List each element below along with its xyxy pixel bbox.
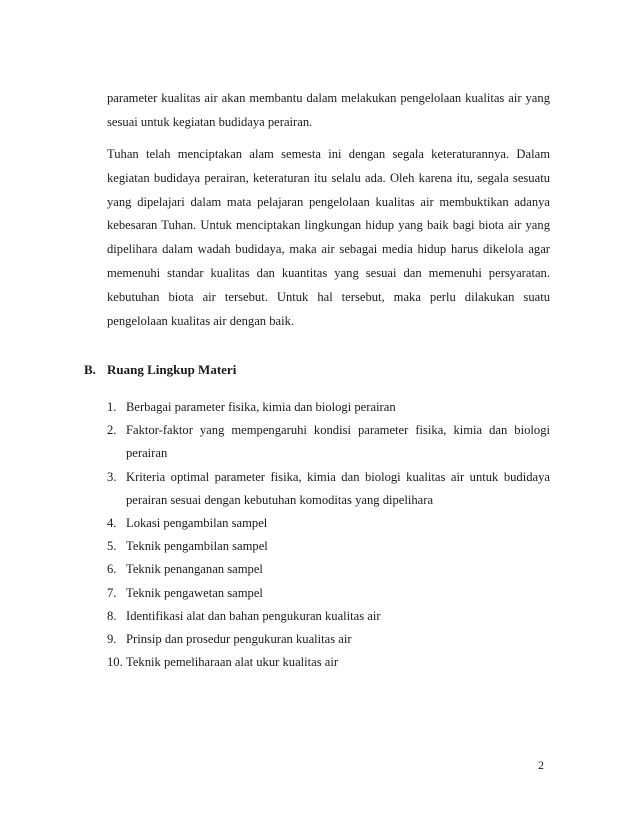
list-item-text: Prinsip dan prosedur pengukuran kualitas air [126,632,352,647]
list-item-text: Teknik pengawetan sampel [126,585,263,600]
list-item-number: 7. [107,585,117,600]
list-item-number: 6. [107,562,117,577]
list-item [107,466,550,512]
paragraph-intro-continuation: parameter kualitas air akan membantu dalam melakukan pengelolaan kualitas air yang sesuai untuk kegiatan budidaya perairan. [107,91,550,129]
list-item [107,628,550,651]
list-item-text: Berbagai parameter fisika, kimia dan biologi perairan [126,400,396,414]
list-item-number: 1. [107,400,117,414]
page-number: 2 [538,758,544,772]
list-item-text: Teknik pengambilan sampel [126,539,268,554]
section-letter: B. [84,362,96,377]
list-item-number: 10. [107,655,123,670]
list-item-number: 5. [107,539,117,554]
list-item-number: 8. [107,608,117,623]
list-item-text: Lokasi pengambilan sampel [126,516,268,531]
list-item-text: Faktor-faktor yang mempengaruhi kondisi parameter fisika, kimia dan biologi perairan [126,423,550,461]
list-item [107,558,550,581]
list-item-text: Teknik pemeliharaan alat ukur kualitas air [126,655,339,670]
list-item [107,605,550,628]
section-title: Ruang Lingkup Materi [107,362,237,377]
list-item-text: Teknik penanganan sampel [126,562,263,577]
list-item [107,396,550,419]
scope-list [107,396,550,674]
list-item-number: 2. [107,423,117,438]
list-item-number: 3. [107,469,117,484]
list-item-number: 9. [107,632,117,647]
section-heading [84,362,236,378]
paragraph-main: Tuhan telah menciptakan alam semesta ini dengan segala keteraturannya. Dalam kegiatan budidaya perairan, keteraturan itu selalu ada. Oleh karena itu, segala sesuatu yang dipelajari dalam mata pelajaran pengelolaan kualitas air membuktikan adanya kebesaran Tuhan. Untuk menciptakan lingkungan hidup yang baik bagi biota air yang dipelihara dalam wadah budidaya, maka air sebagai media hidup harus dikelola agar memenuhi standar kualitas dan kuantitas yang sesuai dan memenuhi persyaratan. kebutuhan biota air tersebut. Untuk hal tersebut, maka perlu dilakukan suatu pengelolaan kualitas air dengan baik. [107,147,550,328]
list-item-number: 4. [107,516,117,531]
list-item [107,535,550,558]
list-item [107,582,550,605]
list-item [107,512,550,535]
list-item-text: Identifikasi alat dan bahan pengukuran kualitas air [126,608,381,623]
list-item [107,419,550,465]
list-item [107,651,550,674]
list-item-text: Kriteria optimal parameter fisika, kimia dan biologi kualitas air untuk budidaya perairan sesuai dengan kebutuhan komoditas yang dipelihara [126,469,550,507]
